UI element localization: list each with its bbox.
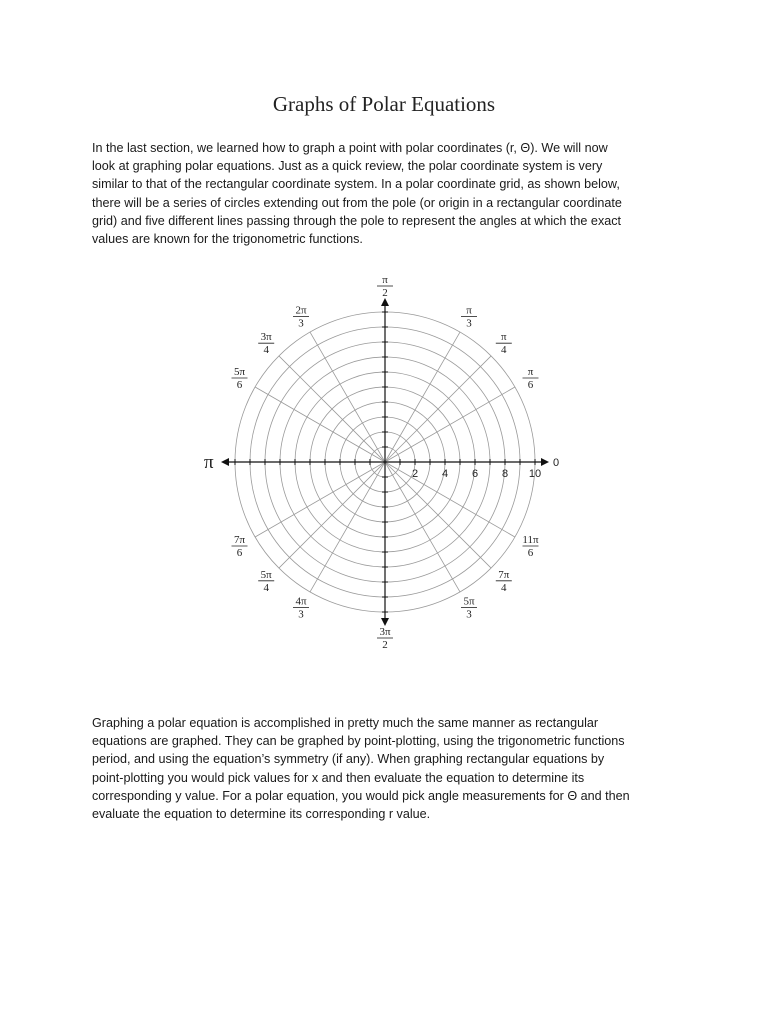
angle-label-denominator: 3 [466, 317, 472, 330]
angle-label-numerator: 5π [260, 568, 272, 581]
angle-label [232, 534, 248, 559]
angle-label-numerator: 7π [233, 534, 246, 546]
arrow-up-icon [381, 298, 389, 306]
paragraph-line: point-plotting you would pick values for x and then evaluate the equation to determine its [92, 770, 585, 785]
radius-tick-label: 6 [471, 468, 479, 480]
paragraph-line: look at graphing polar equations. Just as a quick review, the polar coordinate system is very [92, 159, 603, 174]
angle-label-denominator: 3 [466, 608, 472, 621]
grid-spoke [279, 356, 385, 462]
angle-label-numerator: 5π [463, 595, 475, 608]
angle-label-denominator: 3 [298, 317, 304, 330]
zero-angle-label: 0 [553, 457, 560, 469]
angle-label-denominator: 4 [263, 581, 269, 594]
angle-label-denominator: 6 [527, 547, 534, 559]
pi-angle-label: π [204, 452, 214, 473]
angle-label-denominator: 2 [382, 287, 388, 299]
paragraph-line: corresponding y value. For a polar equation, you would pick angle measurements for Θ and then [92, 788, 630, 803]
grid-spoke [255, 462, 385, 537]
angle-label-denominator: 6 [236, 379, 243, 391]
angle-label-numerator: π [501, 331, 507, 344]
angle-label [496, 331, 512, 356]
paragraph-line: evaluate the equation to determine its corresponding r value. [92, 807, 431, 822]
angle-label-numerator: 11π [522, 534, 539, 546]
grid-spoke [279, 462, 385, 568]
paragraph-line: values are known for the trigonometric functions. [92, 232, 363, 247]
angle-label [258, 331, 274, 356]
paragraph-line: equations are graphed. They can be graphed by point-plotting, using the trigonometric functions [92, 734, 625, 749]
paragraph-line: grid) and five different lines passing through the pole to represent the angles at which the exact [92, 213, 622, 228]
angle-label [461, 305, 477, 330]
paragraph-line: In the last section, we learned how to graph a point with polar coordinates (r, Θ). We will now [92, 141, 608, 155]
angle-label [377, 274, 393, 299]
angle-label-numerator: 2π [295, 304, 307, 317]
angle-label-numerator: π [527, 366, 534, 378]
angle-label-numerator: 5π [233, 366, 246, 378]
angle-label [522, 534, 539, 559]
grid-spoke [385, 356, 491, 462]
angle-label-denominator: 6 [527, 379, 534, 391]
radius-tick-label: 8 [501, 468, 509, 480]
angle-label-denominator: 4 [263, 344, 269, 357]
grid-spoke [385, 462, 460, 592]
angle-label-numerator: π [466, 304, 472, 317]
angle-label-denominator: 6 [236, 547, 243, 559]
angle-label [496, 569, 512, 594]
angle-label [232, 366, 248, 391]
angle-label-denominator: 2 [382, 639, 388, 651]
radius-tick-label: 10 [528, 468, 542, 480]
radius-tick-label: 4 [441, 468, 449, 480]
grid-spoke [310, 462, 385, 592]
angle-label-numerator: π [382, 274, 388, 286]
angle-label [293, 595, 309, 620]
arrow-right-icon [541, 458, 549, 466]
grid-spoke [310, 332, 385, 462]
grid-spoke [385, 332, 460, 462]
angle-label [258, 569, 274, 594]
grid-spoke [385, 462, 515, 537]
arrow-down-icon [381, 618, 389, 626]
arrow-left-icon [221, 458, 229, 466]
paragraph-line: similar to that of the rectangular coordinate system. In a polar coordinate grid, as shown below, [92, 177, 620, 192]
angle-label [522, 366, 538, 391]
grid-spoke [385, 387, 515, 462]
angle-label-numerator: 3π [260, 331, 272, 344]
radius-tick-label: 2 [411, 468, 419, 480]
angle-label [377, 626, 393, 651]
graphing-paragraph [92, 714, 682, 823]
grid-spoke [255, 387, 385, 462]
page-title: Graphs of Polar Equations [272, 92, 496, 116]
paragraph-line: Graphing a polar equation is accomplished in pretty much the same manner as rectangular [92, 716, 599, 730]
intro-paragraph [92, 139, 682, 248]
polar-coordinate-grid [190, 258, 580, 668]
paragraph-line: period, and using the equation’s symmetry (if any). When graphing rectangular equations by [92, 752, 605, 767]
angle-label-denominator: 4 [501, 344, 507, 357]
angle-label-denominator: 3 [298, 608, 304, 621]
angle-label-numerator: 7π [498, 568, 510, 581]
angle-label-numerator: 3π [379, 626, 391, 638]
angle-label [461, 595, 477, 620]
paragraph-line: there will be a series of circles extending out from the pole (or origin in a rectangular coordinate [92, 195, 622, 210]
angle-label [293, 305, 309, 330]
angle-label-denominator: 4 [501, 581, 507, 594]
angle-label-numerator: 4π [295, 595, 307, 608]
